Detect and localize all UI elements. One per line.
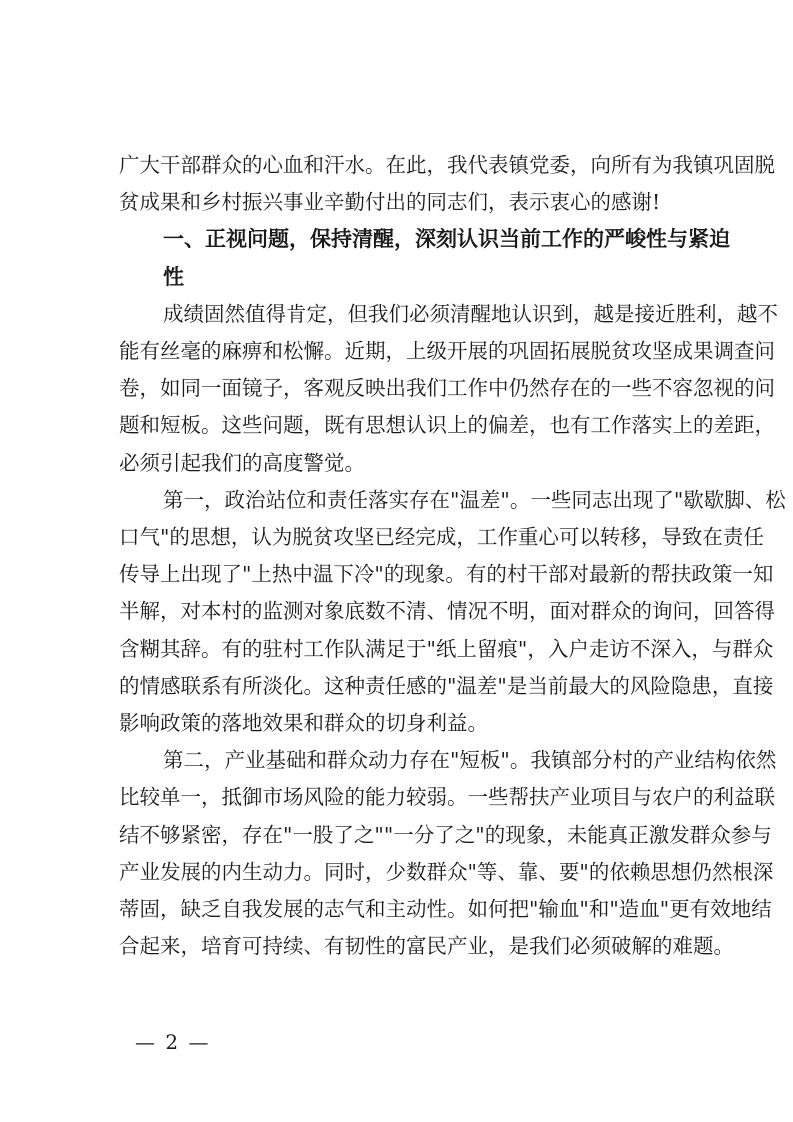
section-heading-line: 性	[163, 264, 184, 289]
paragraph-line: 必须引起我们的高度警觉。	[119, 450, 365, 475]
paragraph-line: 结不够紧密，存在"一股了之""一分了之"的现象，未能真正激发群众参与	[119, 822, 772, 847]
paragraph-line: 广大干部群众的心血和汗水。在此，我代表镇党委，向所有为我镇巩固脱	[119, 153, 775, 177]
paragraph-line: 口气"的思想，认为脱贫攻坚已经完成，工作重心可以转移，导致在责任	[119, 525, 764, 549]
paragraph-line: 半解，对本村的监测对象底数不清、情况不明，面对群众的询问，回答得	[119, 599, 775, 624]
paragraph-line: 第一，政治站位和责任落实存在"温差"。一些同志出现了"歇歇脚、松	[163, 487, 786, 512]
paragraph-line: 影响政策的落地效果和群众的切身利益。	[119, 711, 488, 735]
page-number: — 2 —	[135, 1030, 211, 1054]
paragraph-line: 传导上出现了"上热中温下冷"的现象。有的村干部对最新的帮扶政策一知	[119, 562, 774, 587]
paragraph-line: 贫成果和乡村振兴事业辛勤付出的同志们，表示衷心的感谢!	[119, 190, 661, 215]
section-heading-line: 一、正视问题，保持清醒，深刻认识当前工作的严峻性与紧迫	[163, 227, 730, 252]
paragraph-line: 能有丝毫的麻痹和松懈。近期，上级开展的巩固拓展脱贫攻坚成果调查问	[119, 339, 775, 363]
paragraph-line: 比较单一，抵御市场风险的能力较弱。一些帮扶产业项目与农户的利益联	[119, 785, 775, 810]
paragraph-line: 题和短板。这些问题，既有思想认识上的偏差，也有工作落实上的差距，	[119, 413, 775, 438]
paragraph-line: 含糊其辞。有的驻村工作队满足于"纸上留痕"，入户走访不深入，与群众	[119, 636, 774, 661]
paragraph-line: 的情感联系有所淡化。这种责任感的"温差"是当前最大的风险隐患，直接	[119, 673, 774, 698]
paragraph-line: 第二，产业基础和群众动力存在"短板"。我镇部分村的产业结构依然	[163, 748, 777, 773]
paragraph-line: 成绩固然值得肯定，但我们必须清醒地认识到，越是接近胜利，越不	[163, 301, 778, 326]
paragraph-line: 卷，如同一面镜子，客观反映出我们工作中仍然存在的一些不容忽视的问	[119, 376, 775, 401]
paragraph-line: 产业发展的内生动力。同时，少数群众"等、靠、要"的依赖思想仍然根深	[119, 859, 774, 884]
paragraph-line: 蒂固，缺乏自我发展的志气和主动性。如何把"输血"和"造血"更有效地结	[119, 897, 772, 921]
paragraph-line: 合起来，培育可持续、有韧性的富民产业，是我们必须破解的难题。	[119, 934, 734, 959]
